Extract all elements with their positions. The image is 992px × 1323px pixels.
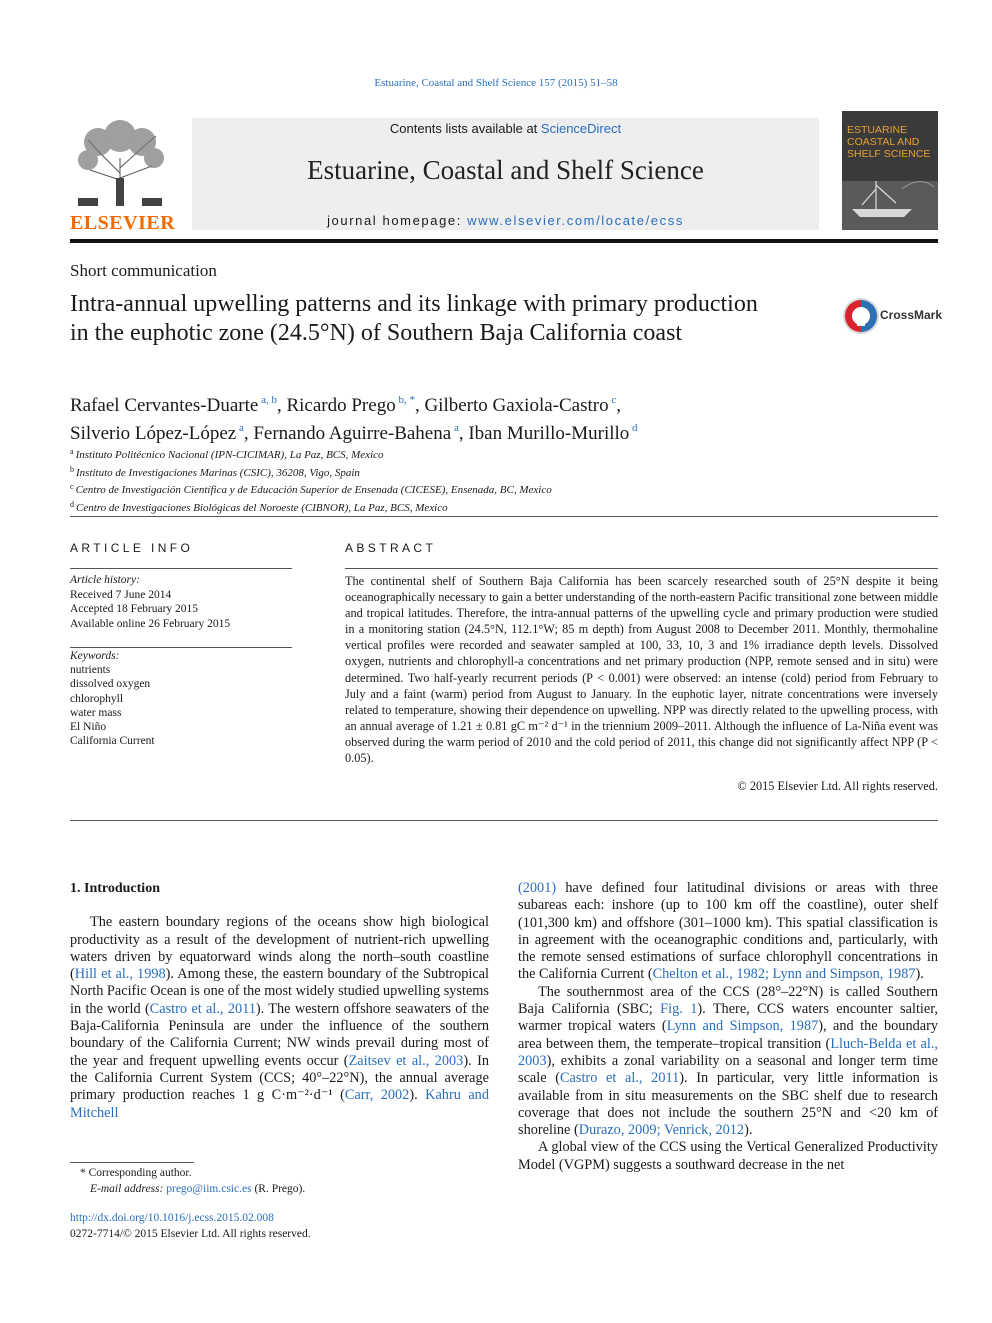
homepage-line — [192, 213, 819, 228]
author-affiliation-marker[interactable]: c — [608, 394, 617, 406]
affiliation-marker: b — [70, 464, 76, 474]
author-name: Iban Murillo-Murillo — [468, 423, 630, 444]
citation-link[interactable]: Lluch-Belda et al., 2003 — [518, 1035, 939, 1069]
history-accepted: Accepted 18 February 2015 — [70, 603, 199, 615]
citation-link[interactable]: Chelton et al., 1982; Lynn and Simpson, 1987 — [652, 966, 916, 983]
intro-paragraph-1-continued — [518, 880, 938, 984]
divider-top — [70, 516, 938, 517]
article-type: Short communication — [70, 261, 217, 280]
citation-link[interactable]: Fig. 1 — [660, 1001, 698, 1018]
keyword: dissolved oxygen — [70, 678, 151, 691]
author-separator: , — [458, 423, 464, 444]
contents-line — [192, 121, 819, 136]
cover-boat-image — [842, 111, 938, 230]
author-name: Rafael Cervantes-Duarte — [70, 395, 259, 416]
author-separator: , — [276, 395, 282, 416]
author[interactable] — [286, 395, 419, 416]
article-title: Intra-annual upwelling patterns and its linkage with primary production in the euphotic zone (24.5°N) of Southern Baja California coast — [70, 291, 758, 346]
author-affiliation-marker[interactable]: a — [236, 422, 244, 434]
journal-cover-thumbnail[interactable] — [842, 111, 938, 230]
doi-link[interactable]: http://dx.doi.org/10.1016/j.ecss.2015.02.008 — [70, 1212, 274, 1224]
affiliation — [70, 480, 910, 498]
author-name: Silverio López-López — [70, 423, 237, 444]
cover-line-2: COASTAL AND — [847, 136, 920, 148]
author[interactable] — [468, 423, 637, 444]
citation-link[interactable]: Carr, 2002 — [344, 1087, 410, 1104]
author[interactable] — [424, 395, 621, 416]
paragraph-text: A global view of the CCS using the Vertical Generalized Productivity Model (VGPM) suggests a southward decrease in the net — [518, 1139, 938, 1173]
affiliation-text: Instituto de Investigaciones Marinas (CSIC), 36208, Vigo, Spain — [76, 466, 360, 479]
paragraph-text: ). — [744, 1122, 753, 1139]
citation-link[interactable]: Castro et al., 2011 — [560, 1070, 680, 1087]
paragraph-text: ). Among these, the eastern boundary of the Subtropical North Pacific Ocean is one of the most widely studied upwelling systems in the world ( — [70, 966, 489, 1017]
citation-link[interactable]: Zaitsev et al., 2003 — [348, 1052, 464, 1069]
email-label: E-mail address: — [90, 1183, 164, 1195]
corresponding-label: Corresponding author. — [88, 1167, 192, 1179]
contents-prefix: Contents lists available at — [389, 121, 541, 136]
author-separator: , — [616, 395, 621, 416]
affiliation — [70, 445, 910, 463]
keyword: El Niño — [70, 721, 107, 734]
author-separator: , — [414, 395, 420, 416]
citation-link[interactable]: Castro et al., 2011 — [149, 1000, 256, 1017]
issn-line: 0272-7714/© 2015 Elsevier Ltd. All rights reserved. — [70, 1228, 311, 1240]
history-online: Available online 26 February 2015 — [70, 617, 231, 630]
homepage-link[interactable]: www.elsevier.com/locate/ecss — [467, 213, 684, 228]
keywords-rule — [70, 647, 292, 648]
history-label: Article history: — [70, 574, 140, 586]
intro-paragraph-1 — [70, 914, 489, 1122]
email-line — [70, 1181, 305, 1197]
header-rule — [70, 239, 938, 243]
email-link[interactable]: prego@iim.csic.es — [166, 1183, 252, 1195]
citation-link[interactable]: Hill et al., 1998 — [74, 966, 166, 983]
author-name: Gilberto Gaxiola-Castro — [424, 395, 609, 416]
body-column-right — [518, 880, 938, 1174]
article-info-heading: ARTICLE INFO — [70, 541, 194, 555]
intro-paragraph-3 — [518, 1139, 938, 1174]
citation-link[interactable]: Kahru and Mitchell — [70, 1087, 489, 1121]
paragraph-text: The southernmost area of the CCS (28°–22°N) is called Southern Baja California (SBC; — [518, 983, 938, 1018]
keyword: California Current — [70, 735, 155, 748]
affiliation-text: Instituto Politécnico Nacional (IPN-CICIMAR), La Paz, BCS, Mexico — [75, 449, 384, 461]
citation-link[interactable]: Lynn and Simpson, 1987 — [666, 1018, 819, 1035]
keyword: chlorophyll — [70, 692, 124, 705]
abstract-text: The continental shelf of Southern Baja California has been scarcely researched south of 25°N despite it being oceanographically necessary to gain a better understanding of the north-eastern Pacific transitional zone between middle and tropical latitudes. Therefore, the intra-annual patterns of the upwelling cycle and primary production were studied in a monitoring station (24.5°N, 112.1°W; 85 m depth) from August 2008 to December 2011. Monthly, thermohaline vertical profiles were recorded and seawater sampled at 100, 33, 10, 3 and 1% irradiance depth levels. Dissolved oxygen, nutrients and chlorophyll-a concentrations and net primary production (NPP, remote sensed and in situ) were determined. Two half-yearly recurrent periods (P < 0.001) were observed: an intense (cold) period from February to July and a faint (warm) period from August to January. In the euphotic layer, nitrate concentrations were inversely related to temperature, showing their dependence on upwelling. NPP was directly related to the upwelling process, with an annual average of 1.21 ± 0.81 gC m⁻² d⁻¹ in the triennium 2009–2011. Although the influence of La-Niña event was observed during the warm period of 2010 and the cold period of 2011, this change did not significantly affect NPP (P < 0.05). — [345, 574, 938, 766]
paragraph-text: ), and the boundary area between them, the temperate–tropical transition ( — [518, 1018, 939, 1052]
affiliation — [70, 498, 910, 516]
paragraph-text: ). — [409, 1087, 426, 1104]
affiliation — [70, 463, 910, 481]
paragraph-text: ). In particular, very little information is available from in situ measurements on the SBC shelf due to research coverage that does not include the southern 25°N and <20 km of shoreline ( — [518, 1070, 938, 1139]
article-info-rule — [70, 568, 292, 569]
citation-link[interactable]: Durazo, 2009; Venrick, 2012 — [578, 1122, 745, 1139]
author[interactable] — [70, 395, 282, 416]
body-column-left — [70, 880, 489, 1122]
keywords-label: Keywords: — [70, 650, 120, 662]
author[interactable] — [70, 423, 249, 444]
paragraph-text: The eastern boundary regions of the oceans show high biological productivity as a result of the development of nutrient-rich upwelling waters driven by equatorward winds along the north–south coastline ( — [70, 914, 489, 983]
footnote — [70, 1165, 305, 1197]
author-affiliation-marker[interactable]: d — [629, 422, 638, 434]
introduction-heading: 1. Introduction — [70, 881, 160, 896]
author[interactable] — [253, 423, 463, 444]
email-suffix: (R. Prego). — [251, 1183, 306, 1195]
cover-line-3: SHELF SCIENCE — [847, 148, 931, 160]
paragraph-text: ). There, CCS waters encounter saltier, warmer tropical waters ( — [518, 1001, 938, 1035]
crossmark-label[interactable]: CrossMark — [880, 308, 943, 322]
crossmark-icon — [841, 296, 881, 336]
affiliation-list — [70, 445, 910, 515]
divider-bottom — [70, 820, 938, 821]
author-name: Fernando Aguirre-Bahena — [253, 423, 452, 444]
affiliation-text: Centro de Investigación Científica y de Educación Superior de Ensenada (CICESE), Ensenada, BC, Mexico — [75, 484, 552, 496]
keyword: water mass — [70, 706, 122, 719]
paragraph-text: ). — [915, 966, 924, 983]
author-list — [70, 389, 910, 445]
doi-block — [70, 1210, 311, 1242]
sciencedirect-link[interactable]: ScienceDirect — [540, 121, 622, 136]
footnote-rule — [70, 1162, 194, 1163]
homepage-prefix: journal homepage: — [327, 213, 468, 228]
intro-paragraph-2 — [518, 984, 938, 1140]
abstract-copyright: © 2015 Elsevier Ltd. All rights reserved. — [737, 779, 938, 793]
author-name: Ricardo Prego — [286, 395, 396, 416]
elsevier-wordmark: ELSEVIER — [70, 212, 176, 234]
author-separator: , — [243, 423, 249, 444]
history-received: Received 7 June 2014 — [70, 588, 172, 601]
corresponding-author-note: * Corresponding author. — [80, 1167, 192, 1179]
affiliation-marker: d — [70, 499, 76, 509]
abstract-rule — [345, 568, 938, 569]
paragraph-text: ). In the California Current System (CCS; 40°–22°N), the annual average primary production reaches 1 g C·m⁻²·d⁻¹ ( — [70, 1052, 489, 1104]
author-affiliation-marker[interactable]: a — [451, 422, 459, 434]
citation-link[interactable]: (2001) — [518, 880, 557, 896]
author-affiliation-marker[interactable]: a, b — [258, 394, 277, 406]
paragraph-text: ). The western offshore seawaters of the Baja-California Peninsula are under the influence of the southern boundary of the California Current; NW winds prevail during most of the year and frequent upwelling events occur ( — [70, 1000, 489, 1069]
affiliation-marker: c — [70, 482, 76, 491]
keywords — [70, 649, 155, 748]
paragraph-text: have defined four latitudinal divisions or areas with three subareas each: inshore (up to 100 km off the coastline), outer shelf (101,300 km) and offshore (301–1000 km). This spatial classification is in agreement with the oceanographic conditions and, particularly, with the remote sensed estimations of surface chlorophyll concentrations in the California Current ( — [518, 880, 938, 983]
article-history — [70, 573, 230, 631]
affiliation-marker: a — [70, 447, 76, 456]
author-affiliation-marker[interactable]: b, * — [395, 394, 415, 406]
abstract-heading: ABSTRACT — [345, 541, 437, 555]
journal-reference[interactable]: Estuarine, Coastal and Shelf Science 157 (2015) 51–58 — [374, 77, 618, 89]
keyword: nutrients — [70, 664, 111, 677]
journal-title: Estuarine, Coastal and Shelf Science — [307, 155, 704, 185]
affiliation-text: Centro de Investigaciones Biológicas del Noroeste (CIBNOR), La Paz, BCS, Mexico — [76, 501, 448, 514]
paragraph-text: ), exhibits a zonal variability on a seasonal and longer term time scale ( — [518, 1052, 938, 1087]
cover-line-1: ESTUARINE — [847, 124, 908, 136]
